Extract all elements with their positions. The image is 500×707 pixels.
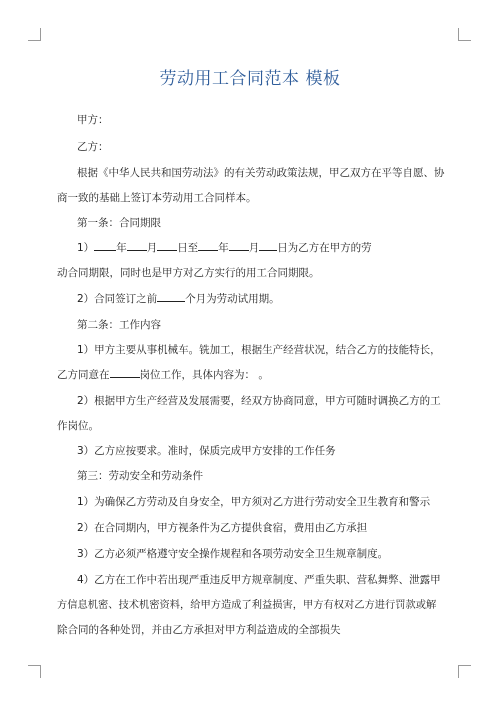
article-3-title: 第三：劳动安全和劳动条件 [77,470,203,482]
article-3-paragraph-1: 1）为确保乙方劳动及自身安全，甲方须对乙方进行劳动安全卫生教育和警示 [77,496,431,508]
intro-line-2: 商一致的基础上签订本劳动用工合同样本。 [57,192,257,204]
article-1-title: 第一条：合同期限 [77,217,161,229]
article-3-paragraph-2: 2）在合同期内，甲方视条件为乙方提供食宿，费用由乙方承担 [77,522,368,534]
article-2-paragraph-3: 3）乙方应按要求。准时，保质完成甲方安排的工作任务 [77,445,336,457]
blank-day [157,241,177,251]
party-b-line: 乙方： [77,141,109,153]
blank-day [259,241,277,251]
blank-year [198,241,218,251]
text-segment: 日为乙方在甲方的劳 [277,242,372,254]
crop-mark-top-right [458,28,471,41]
article-1-paragraph-1-line-1 [57,241,461,255]
blank-month [127,241,147,251]
article-3-paragraph-4-line-2: 方信息机密、技术机密资料，给甲方造成了利益损害，甲方有权对乙方进行罚款或解 [57,599,437,611]
article-2-paragraph-1-line-2 [57,368,441,382]
blank-months [157,292,185,302]
blank-month [229,241,249,251]
document-title: 劳动用工合同范本 模板 [159,69,341,89]
text-segment: 月 [146,242,158,254]
article-3-paragraph-4-line-1: 4）乙方在工作中若出现严重违反甲方规章制度、严重失职、营私舞弊、泄露甲 [77,574,441,586]
text-segment: 日至 [177,242,199,254]
text-segment: 1） [77,242,95,254]
text-segment: 岗位工作，具体内容为： 。 [139,369,269,381]
article-3-paragraph-3: 3）乙方必须严格遵守安全操作规程和各项劳动安全卫生规章制度。 [77,548,389,560]
text-segment: 2）合同签订之前 [77,293,158,305]
blank-position [110,368,140,378]
text-segment: 乙方同意在 [57,369,110,381]
crop-mark-bottom-right [458,665,471,678]
party-a-line: 甲方： [77,114,109,126]
article-1-paragraph-2 [57,292,461,306]
blank-year [94,241,116,251]
crop-mark-bottom-left [28,665,41,678]
crop-mark-top-left [28,28,41,41]
article-2-paragraph-1-line-1: 1）甲方主要从事机械车。铣加工，根据生产经营状况，结合乙方的技能特长， [77,344,441,356]
text-segment: 年 [116,242,127,254]
article-1-paragraph-1-line-2: 动合同期限，同时也是甲方对乙方实行的用工合同期限。 [57,267,320,279]
text-segment: 个月为劳动试用期。 [185,293,280,305]
intro-line-1: 根据《中华人民共和国劳动法》的有关劳动政策法规，甲乙双方在平等自愿、协 [77,167,445,179]
article-2-paragraph-2-line-2: 作岗位。 [57,420,99,432]
article-2-paragraph-2-line-1: 2）根据甲方生产经营及发展需要，经双方协商同意，甲方可随时调换乙方的工 [77,395,441,407]
article-3-paragraph-4-line-3: 除合同的各种处罚，并由乙方承担对甲方利益造成的全部损失 [57,624,341,636]
article-2-title: 第二条：工作内容 [77,319,161,331]
text-segment: 月 [248,242,260,254]
text-segment: 年 [218,242,229,254]
